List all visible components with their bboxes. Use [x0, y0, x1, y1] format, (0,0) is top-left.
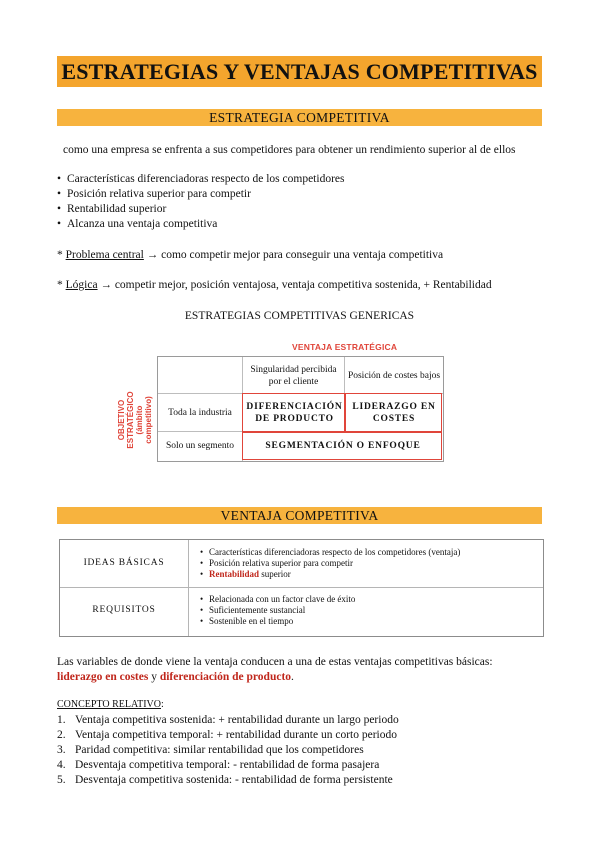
requisitos-label: REQUISITOS [92, 605, 156, 615]
list-number: 2. [57, 729, 66, 741]
section-heading-ventaja [57, 507, 542, 524]
estrategia-bullet-list [57, 172, 344, 232]
rentabilidad-highlight: Rentabilidad [209, 569, 260, 579]
concepto-relativo-label: CONCEPTO RELATIVO [57, 699, 161, 710]
logica-label: Lógica [65, 279, 98, 291]
list-text: Ventaja competitiva sostenida: + rentabilidad durante un largo periodo [75, 714, 399, 726]
list-number: 4. [57, 759, 66, 771]
logica-text: competir mejor, posición ventajosa, ventaja competitiva sostenida, + Rentabilidad [114, 279, 492, 291]
column-header-costes: Posición de costes bajos [347, 370, 441, 381]
concepto-relativo-colon: : [160, 699, 164, 710]
problema-central-text: como competir mejor para conseguir una ventaja competitiva [161, 249, 444, 261]
list-item [57, 728, 399, 743]
list-number: 1. [57, 714, 66, 726]
arrow-icon: → [100, 279, 112, 291]
list-text: Desventaja competitiva temporal: - rentabilidad de forma pasajera [75, 759, 380, 771]
rentabilidad-rest: superior [259, 569, 291, 579]
generic-strategies-heading: ESTRATEGIAS COMPETITIVAS GENERICAS [184, 310, 415, 322]
section-heading-estrategia-text: ESTRATEGIA COMPETITIVA [209, 109, 390, 125]
column-header-singularidad: Singularidad percibida por el cliente [250, 364, 337, 387]
ventaja-paragraph-line1: Las variables de donde viene la ventaja conducen a una de estas ventajas competitivas básicas: [57, 656, 493, 668]
list-item: • Posición relativa superior para competir [200, 558, 460, 569]
list-item: • Posición relativa superior para competir [57, 187, 344, 202]
list-item [57, 773, 399, 788]
table-divider [188, 540, 189, 636]
matrix-divider [344, 357, 345, 393]
table-divider [60, 587, 543, 588]
ventaja-competitiva-table [59, 539, 544, 637]
requisitos-list [200, 594, 355, 627]
estrategia-definition: como una empresa se enfrenta a sus competidores para obtener un rendimiento superior al de ellos [63, 144, 516, 156]
arrow-icon: → [146, 249, 159, 261]
document-title-bar [57, 56, 542, 87]
liderazgo-highlight: liderazgo en costes [57, 671, 149, 683]
ideas-basicas-list [200, 547, 460, 580]
cell-diferenciacion: DIFERENCIACIÓN DE PRODUCTO [246, 402, 343, 424]
list-number: 3. [57, 744, 66, 756]
list-item [57, 758, 399, 773]
period: . [291, 671, 294, 683]
list-text: Ventaja competitiva temporal: + rentabilidad durante un corto periodo [75, 729, 397, 741]
diferenciacion-highlight: diferenciación de producto [159, 671, 292, 683]
star-marker: * [57, 249, 63, 261]
list-text: Desventaja competitiva sostenida: - rentabilidad de forma persistente [75, 774, 393, 786]
list-number: 5. [57, 774, 66, 786]
star-marker: * [57, 279, 63, 291]
list-item: • Características diferenciadoras respecto de los competidores [57, 172, 344, 187]
list-item: • Características diferenciadoras respecto de los competidores (ventaja) [200, 547, 460, 558]
logica-line [57, 278, 492, 292]
matrix-grid [157, 356, 444, 462]
ventaja-estrategica-label: VENTAJA ESTRATÉGICA [292, 342, 398, 352]
strategy-box-divider [344, 394, 346, 432]
list-item [200, 569, 460, 580]
generic-strategies-matrix [117, 340, 446, 462]
list-item: • Alcanza una ventaja competitiva [57, 217, 344, 232]
objetivo-estrategico-subtitle: (ámbito competitivo) [135, 396, 153, 444]
document-title: ESTRATEGIAS Y VENTAJAS COMPETITIVAS [61, 58, 538, 84]
section-heading-ventaja-text: VENTAJA COMPETITIVA [220, 507, 379, 523]
cell-liderazgo: LIDERAZGO EN COSTES [352, 402, 436, 424]
list-item: • Rentabilidad superior [57, 202, 344, 217]
list-item [57, 743, 399, 758]
list-item [57, 713, 399, 728]
cell-segmentacion: SEGMENTACIÓN O ENFOQUE [265, 441, 421, 451]
concepto-relativo-heading [57, 699, 164, 711]
problema-central-label: Problema central [65, 249, 144, 261]
section-heading-estrategia [57, 109, 542, 126]
ideas-basicas-label: IDEAS BÁSICAS [83, 558, 165, 568]
list-item: • Sostenible en el tiempo [200, 616, 355, 627]
concepto-relativo-list [57, 713, 399, 788]
list-item: • Relacionada con un factor clave de éxito [200, 594, 355, 605]
conjunction: y [148, 671, 160, 683]
problema-central-line [57, 248, 443, 262]
list-text: Paridad competitiva: similar rentabilidad que los competidores [75, 744, 364, 756]
ventaja-paragraph-line2 [57, 670, 294, 684]
list-item: • Suficientemente sustancial [200, 605, 355, 616]
objetivo-estrategico-title: OBJETIVO ESTRATÉGICO [117, 391, 135, 449]
row-header-segmento: Solo un segmento [165, 441, 235, 451]
objetivo-estrategico-label [117, 381, 153, 459]
row-header-industria: Toda la industria [168, 407, 232, 418]
